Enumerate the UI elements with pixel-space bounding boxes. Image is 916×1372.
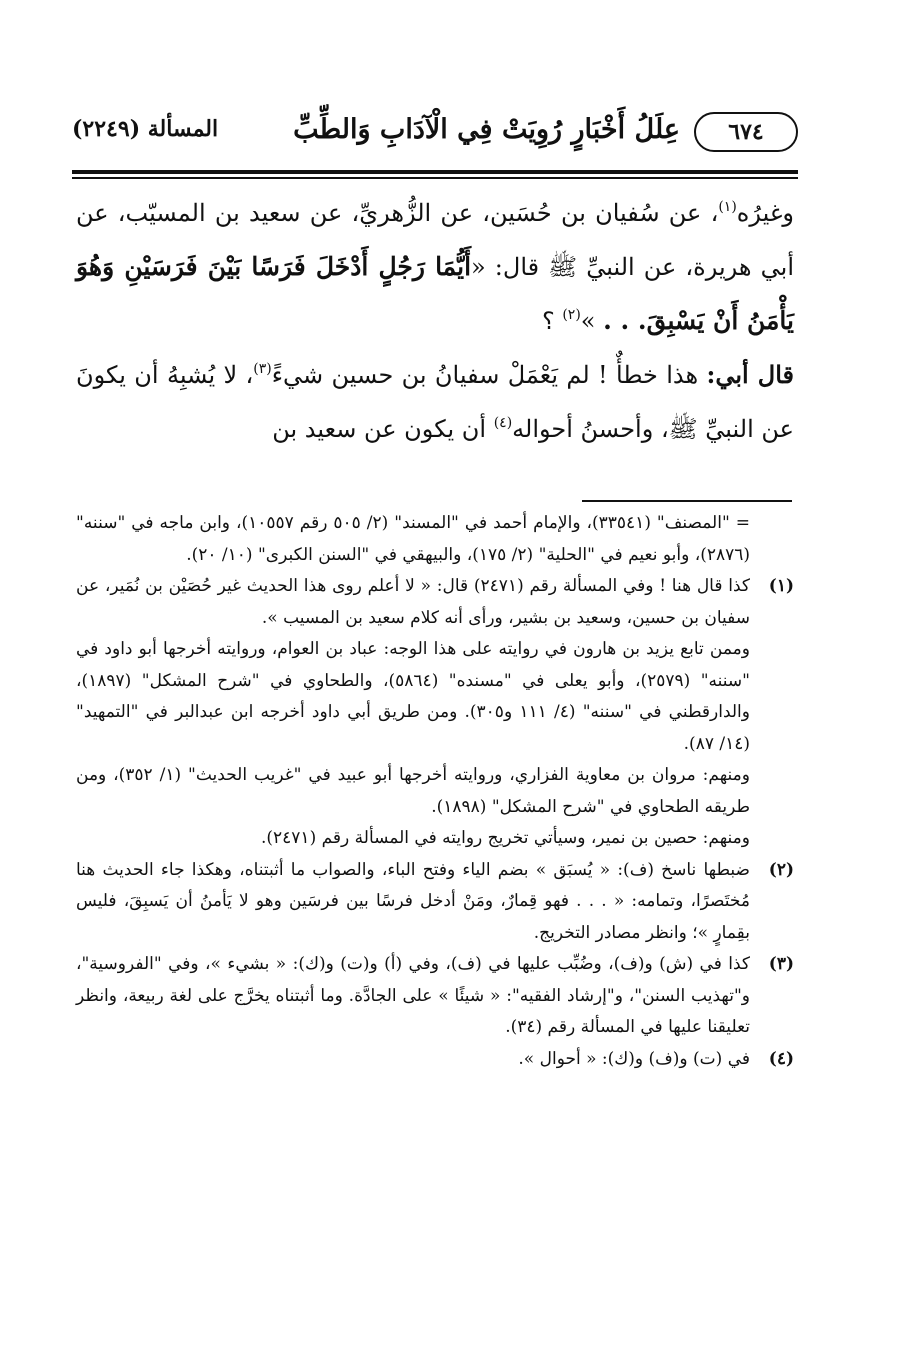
page-header — [72, 98, 798, 162]
footnote-ref-3: (٣) — [253, 361, 272, 377]
footnotes — [76, 508, 794, 1075]
header-rule-thick — [72, 170, 798, 174]
footnote-2: (٢) ضبطها ناسخ (ف): « يُسبَق » بضم الياء وفتح الباء، والصواب ما أثبتناه، وهكذا جاء الحديث هنا مُختَصرًا، وتمامه: « . . . فهو قِمارٌ، ومَنْ أدخل فرسًا بين فرسَين وهو لا يَأمنُ أن يَسبِقَ، فليس بقِمارٍ »؛ وانظر مصادر التخريج. — [76, 855, 794, 950]
hadith-text: أَيُّمَا رَجُلٍ أَدْخَلَ فَرَسًا بَيْنَ فَرَسَيْنِ وَهُوَ يَأْمَنُ أَنْ يَسْبِقَ. . . — [76, 252, 794, 335]
footnote-ref-2: (٢) — [562, 307, 581, 323]
footnote-number: (٣) — [768, 954, 794, 974]
running-title: عِلَلُ أَخْبَارٍ رُوِيَتْ فِي الْآدَابِ وَالطِّبِّ — [293, 114, 680, 145]
header-rule-thin — [72, 177, 798, 179]
footnote-ref-4: (٤) — [493, 415, 513, 431]
footnote-number: (٤) — [768, 1048, 794, 1069]
footnote-number: (١) — [768, 576, 794, 596]
page-number: ٦٧٤ — [694, 112, 798, 152]
footnote-number: (٢) — [768, 859, 794, 880]
main-text — [76, 186, 794, 456]
footnote-ref-1: (١) — [718, 199, 737, 215]
footnote-1: (١) كذا قال هنا ! وفي المسألة رقم (٢٤٧١) قال: « لا أعلم روى هذا الحديث غير حُصَيْن بن نُمَير، عن سفيان بن حسين، وسعيد بن بشير، ورأى أنه كلام سعيد بن المسيب ». وممن تابع يزيد بن هارون في روايته على هذا الوجه: عباد بن العوام، وروايته أخرجها أبو داود في "سننه" (٢٥٧٩)، وأبو يعلى في "مسنده" (٥٨٦٤)، والطحاوي في "شرح المشكل" (١٨٩٧)، والدارقطني في "سننه" (٤/ ١١١ و٣٠٥). ومن طريق أبي داود أخرجه ابن عبدالبر في "التمهيد" (١٤/ ٨٧). ومنهم: مروان بن معاوية الفزاري، وروايته أخرجها أبو عبيد في "غريب الحديث" (١/ ٣٥٢)، ومن طريقه الطحاوي في "شرح المشكل" (١٨٩٨). ومنهم: حصين بن نمير، وسيأتي تخريج روايته في المسألة رقم (٢٤٧١). — [76, 571, 794, 855]
footnote-3: (٣) كذا في (ش) و(ف)، وضُبِّب عليها في (ف)، وفي (أ) و(ت) و(ك): « بشيء »، وفي "الفروسية"، و"تهذيب السنن"، و"إرشاد الفقيه": « شيئًا » على الجادَّة. وما أثبتناه يخرَّج على لغة ربيعة، وانظر تعليقنا عليها في المسألة رقم (٣٤). — [76, 949, 794, 1044]
main-paragraph-1: وغيرُه$^{(١)}$، عن سُفيان بن حُسَين، عن الزُّهريِّ، عن سعيد بن المسيّب، عن أبي هريرة، عن النبيِّ ﷺ قال: «أَيُّمَا رَجُلٍ أَدْخَلَ فَرَسًا بَيْنَ فَرَسَيْنِ وَهُوَ يَأْمَنُ أَنْ يَسْبِقَ. . . »$^{(٢)}$ ؟ — [76, 199, 794, 335]
footnote-4: (٤) في (ت) و(ف) و(ك): « أحوال ». — [76, 1044, 794, 1076]
speaker-label: قال أبي: — [706, 360, 794, 389]
footnote-continuation: = "المصنف" (٣٣٥٤١)، والإمام أحمد في "المسند" (٢/ ٥٠٥ رقم ١٠٥٥٧)، وابن ماجه في "سننه"(٢٨٧٦)، وأبو نعيم في "الحلية" (٢/ ١٧٥)، والبيهقي في "السنن الكبرى" (١٠/ ٢٠). — [76, 513, 750, 565]
main-paragraph-2: قال أبي: هذا خطأٌ ! لم يَعْمَلْ سفيانُ بن حسين شيءً$^{(٣)}$، لا يُشبِهُ أن يكونَ عن النبيِّ ﷺ، وأحسنُ أحواله$^{(٤)}$ أن يكون عن سعيد بن — [76, 360, 794, 443]
footnote-separator — [582, 500, 792, 502]
issue-label: المسألة (٢٢٤٩) — [72, 116, 219, 142]
